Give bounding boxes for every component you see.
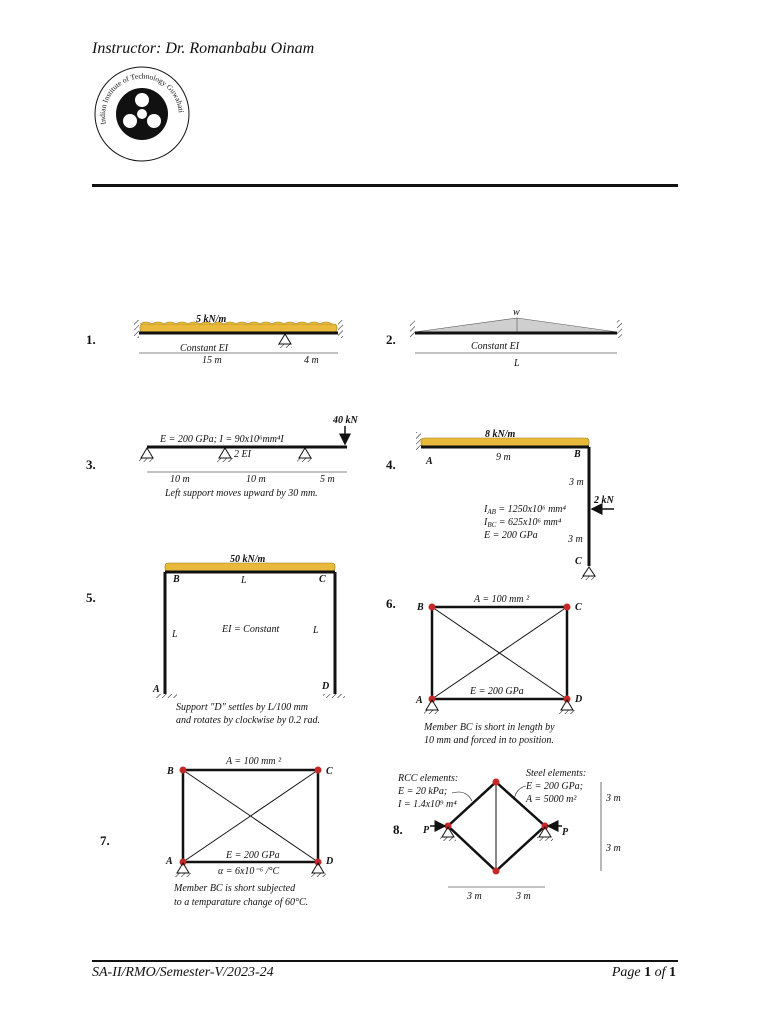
problem-3 (86, 415, 359, 499)
node-c: C (575, 602, 582, 613)
mid-label: 2 EI (234, 449, 251, 460)
joint (493, 868, 500, 875)
node-a: A (416, 695, 423, 706)
node-d: D (322, 681, 330, 692)
pin-support (583, 567, 595, 576)
height-label: L (313, 625, 319, 636)
height-label: 3 m (568, 534, 583, 545)
fixed-support (338, 320, 343, 338)
joint (429, 696, 436, 703)
note-text: to a temparature change of 60°C. (174, 897, 309, 908)
span-label: 15 m (202, 355, 222, 366)
problem-5 (86, 554, 345, 726)
problem-number: 8. (393, 822, 403, 837)
modulus-label: E = 200 GPa (484, 530, 538, 541)
note-text: Member BC is short subjected (174, 883, 296, 894)
props-label: E = 200 GPa; I = 90x10⁶mm⁴I (160, 434, 284, 445)
span-label: 10 m (170, 474, 190, 485)
problem-7 (100, 756, 333, 908)
triangular-load (415, 318, 617, 332)
problem-number: 6. (386, 596, 396, 611)
node-b: B (173, 574, 180, 585)
steel-label: Steel elements: (526, 768, 587, 779)
logo-text: Indian Institute of Technology Guwahati (97, 71, 186, 126)
section-label: Constant EI (180, 343, 229, 354)
problem-2 (386, 307, 622, 369)
fixed-support (617, 320, 622, 338)
problem-number: 4. (386, 457, 396, 472)
node-c: C (326, 766, 333, 777)
point-load-label: 40 kN (333, 415, 358, 426)
instructor-name: Instructor: Dr. Romanbabu Oinam (92, 40, 315, 57)
joint (542, 823, 549, 830)
span-label: 4 m (304, 355, 319, 366)
joint (429, 604, 436, 611)
problem-number: 5. (86, 590, 96, 605)
node-b: B (417, 602, 424, 613)
section-label: Constant EI (471, 341, 520, 352)
page-indicator: Page 1 of 1 (611, 965, 676, 980)
joint (493, 779, 500, 786)
node-d: D (326, 856, 334, 867)
load-label: 8 kN/m (485, 429, 516, 440)
span-label: L (241, 575, 247, 586)
load-label: 5 kN/m (196, 314, 227, 325)
width-label: 3 m (516, 891, 531, 902)
note-text: Member BC is short in length by (424, 722, 555, 733)
problem-number: 1. (86, 332, 96, 347)
node-a: A (166, 856, 173, 867)
problem-number: 2. (386, 332, 396, 347)
node-c: C (575, 556, 582, 567)
node-a: A (153, 684, 160, 695)
ei-label: EI = Constant (222, 624, 280, 635)
height-label: 3 m (606, 843, 621, 854)
fixed-support (410, 320, 415, 338)
joint (315, 767, 322, 774)
problem-1 (86, 314, 343, 366)
fixed-support (134, 320, 139, 338)
note-text: 10 mm and forced in to position. (424, 735, 554, 746)
fixed-support (416, 432, 421, 450)
span-label: L (514, 358, 520, 369)
footer-rule (92, 960, 678, 962)
load-label: 50 kN/m (230, 554, 266, 565)
pin-support (219, 448, 231, 458)
span-label: 9 m (496, 452, 511, 463)
rcc-label: E = 20 kPa; (398, 786, 448, 797)
iab-label: $I_{AB} = 1250x10^6$ mm⁴ (484, 504, 566, 516)
span-label: 10 m (246, 474, 266, 485)
steel-label: E = 200 GPa; (526, 781, 584, 792)
joint (564, 604, 571, 611)
joint (315, 859, 322, 866)
fixed-support (323, 694, 345, 698)
height-label: L (172, 629, 178, 640)
problem-6 (386, 594, 582, 746)
problem-number: 3. (86, 457, 96, 472)
steel-label: A = 5000 m² (526, 794, 577, 805)
rcc-label: I = 1.4x10⁹ m⁴ (398, 799, 457, 810)
joint (180, 859, 187, 866)
problem-number: 7. (100, 833, 110, 848)
joint (180, 767, 187, 774)
area-label: A = 100 mm ² (226, 756, 282, 767)
load-label: w (513, 307, 520, 318)
alpha-label: α = 6x10⁻⁶ /°C (218, 866, 280, 877)
pin-support (141, 448, 153, 458)
width-label: 3 m (467, 891, 482, 902)
height-label: 3 m (569, 477, 584, 488)
joint (445, 823, 452, 830)
span-label: 5 m (320, 474, 335, 485)
load-p-right: P (562, 827, 569, 838)
joint (564, 696, 571, 703)
distributed-load (140, 324, 337, 332)
problem-8 (393, 768, 621, 902)
modulus-label: E = 200 GPa (470, 686, 524, 697)
note-text: Support "D" settles by L/100 mm (176, 702, 309, 713)
problem-4 (386, 429, 615, 580)
node-b: B (574, 449, 581, 460)
node-a: A (426, 456, 433, 467)
note-text: and rotates by clockwise by 0.2 rad. (176, 715, 321, 726)
pin-support (279, 334, 291, 344)
note-text: Left support moves upward by 30 mm. (165, 488, 318, 499)
node-c: C (319, 574, 326, 585)
area-label: A = 100 mm ² (474, 594, 530, 605)
load-p-left: P (423, 825, 430, 836)
point-load-label: 2 kN (594, 495, 614, 506)
height-label: 3 m (606, 793, 621, 804)
node-b: B (167, 766, 174, 777)
rcc-label: RCC elements: (398, 773, 459, 784)
course-code: SA-II/RMO/Semester-V/2023-24 (92, 965, 274, 980)
modulus-label: E = 200 GPa (226, 850, 280, 861)
ibc-label: $I_{BC} = 625x10^6$ mm⁴ (484, 517, 562, 529)
node-d: D (575, 694, 583, 705)
pin-support (299, 448, 311, 458)
